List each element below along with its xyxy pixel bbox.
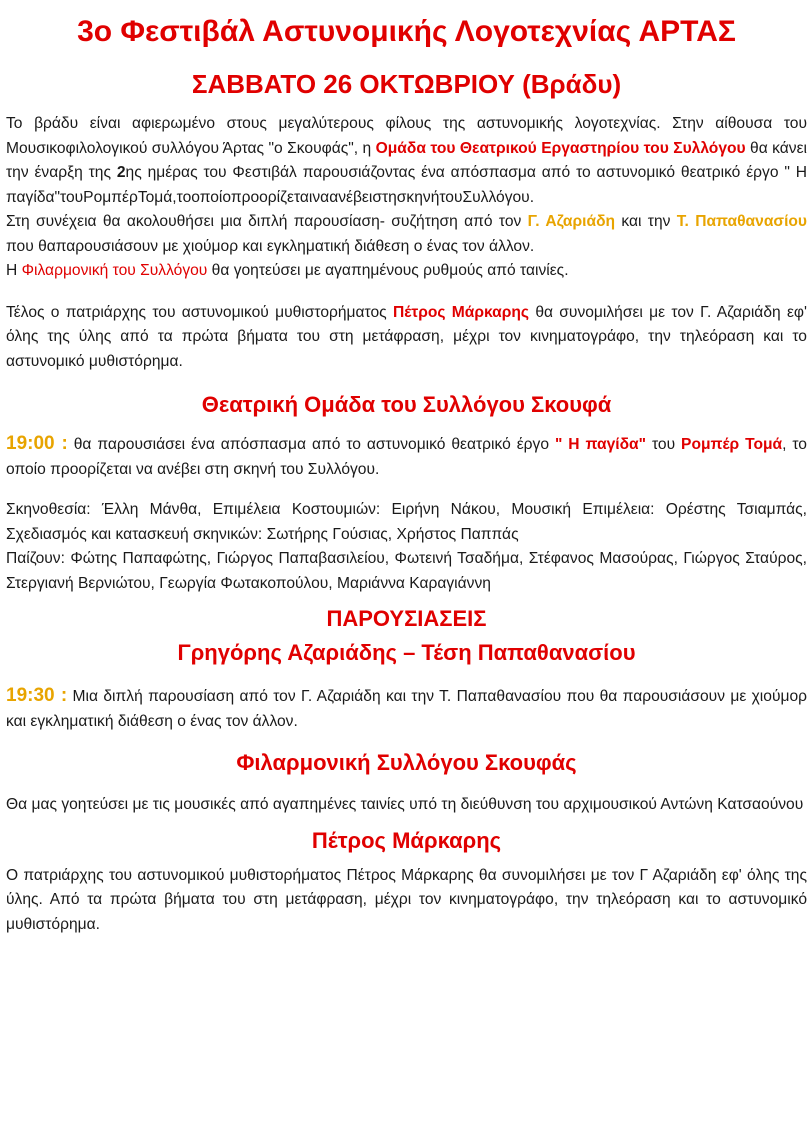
philharmonic-highlight: Φιλαρμονική του Συλλόγου [21, 262, 208, 279]
intro-text: θα κάνει την έναρξη της [6, 139, 807, 181]
theatre-text: του [646, 436, 682, 453]
time-label: 19:30 : [6, 685, 68, 706]
theatre-credits: Σκηνοθεσία: Έλλη Μάνθα, Επιμέλεια Κοστουμιών: Ειρήνη Νάκου, Μουσική Επιμέλεια: Ορέστης Τσιαμπάς, Σχεδιασμός και κατασκευή σκηνικών: Σωτήρης Γούσιας, Χρήστος Παππάς [6, 501, 807, 543]
presentations-time-paragraph [6, 684, 807, 734]
presentations-text: Μια διπλή παρουσίαση από τον Γ. Αζαριάδη και την Τ. Παπαθανασίου που θα παρουσιάσουν με χιούμορ και εγκληματική διάθεση ο ένας τον άλλον. [6, 688, 808, 730]
intro-text: και την [615, 213, 677, 230]
intro-text: που θαπαρουσιάσουν με χιούμορ και εγκληματική διάθεση ο ένας τον άλλον. [6, 237, 535, 255]
theatre-time-paragraph [6, 432, 807, 482]
intro-text: θα συνομιλήσει με τον Γ. Αζαριάδη εφ' όλης της ύλης από τα πρώτα βήματα του στη μετάφραση, μέχρι τον κινηματογράφο, την τηλεόραση και το αστυνομικό μυθιστόρημα. [6, 303, 807, 370]
theatre-section-heading: Θεατρική Ομάδα του Συλλόγου Σκουφά [201, 392, 612, 417]
presentations-heading: ΠΑΡΟΥΣΙΑΣΕΙΣ [326, 606, 487, 631]
presenter-papathanasiou-highlight: Τ. Παπαθανασίου [676, 213, 808, 230]
intro-paragraph-4 [6, 301, 807, 375]
markaris-highlight: Πέτρος Μάρκαρης [392, 303, 530, 321]
philharmonic-text: Θα μας γοητεύσει με τις μουσικές από αγαπημένες ταινίες υπό τη διεύθυνση του αρχιμουσικού Αντώνη Κατσαούνου [6, 796, 804, 813]
intro-paragraph-3 [6, 259, 807, 284]
presenter-azariadis-highlight: Γ. Αζαριάδη [527, 213, 616, 230]
theatre-troupe-highlight: Ομάδα του Θεατρικού Εργαστηρίου του Συλλόγου [375, 139, 746, 157]
play-author: Ρομπέρ Τομά [681, 436, 783, 453]
intro-text: ης ημέρας του Φεστιβάλ παρουσιάζοντας ένα απόσπασμα από το αστυνομικό θεατρικό έργο " Η παγίδα"τουΡομπέρΤομά,τοοποίοπροορίζεταιναανέβειστησκηνήτουΣυλλόγου. [6, 164, 807, 206]
intro-paragraph-2 [6, 210, 807, 259]
day-number: 2 [116, 164, 126, 181]
intro-text: θα γοητεύσει με αγαπημένους ρυθμούς από ταινίες. [207, 262, 569, 279]
philharmonic-heading: Φιλαρμονική Συλλόγου Σκουφάς [236, 750, 577, 775]
time-label: 19:00 : [6, 433, 68, 454]
theatre-text: θα παρουσιάσει ένα απόσπασμα από το αστυνομικό θεατρικό έργο [67, 436, 555, 453]
intro-paragraph-1 [6, 112, 807, 210]
intro-text: Στη συνέχεια θα ακολουθήσει μια διπλή παρουσίαση- συζήτηση από τον [6, 213, 528, 230]
markaris-text: Ο πατριάρχης του αστυνομικού μυθιστορήματος Πέτρος Μάρκαρης θα συνομιλήσει με τον Γ Αζαριάδη εφ' όλης της ύλης. Από τα πρώτα βήματα του στη μετάφραση, μέχρι τον κινηματογράφο, την τηλεόραση και το αστυνομικό μυθιστόρημα. [6, 866, 807, 933]
play-title: " Η παγίδα" [554, 436, 647, 453]
theatre-cast: Παίζουν: Φώτης Παπαφώτης, Γιώργος Παπαβασιλείου, Φωτεινή Τσαδήμα, Στέφανος Μασούρας, Γιώργος Σταύρος, Στεργιανή Βερνιώτου, Γεωργία Φωτακοπούλου, Μαριάννα Καραγιάννη [6, 550, 807, 592]
presentations-subheading: Γρηγόρης Αζαριάδης – Τέση Παπαθανασίου [177, 640, 636, 665]
event-date: ΣΑΒΒΑΤΟ 26 ΟΚΤΩΒΡΙΟΥ (Βράδυ) [191, 69, 622, 99]
intro-text: Το βράδυ είναι αφιερωμένο στους μεγαλύτερους φίλους της αστυνομικής λογοτεχνίας. Στην αίθουσα του Μουσικοφιλολογικού συλλόγου Άρτας "ο Σκουφάς", η [6, 115, 807, 157]
intro-text: Τέλος ο πατριάρχης του αστυνομικού μυθιστορήματος [6, 303, 393, 321]
markaris-heading: Πέτρος Μάρκαρης [311, 827, 502, 853]
theatre-text: , το οποίο προορίζεται να ανέβει στη σκηνή του Συλλόγου. [6, 436, 807, 478]
document-title: 3ο Φεστιβάλ Αστυνομικής Λογοτεχνίας ΑΡΤΑΣ [77, 15, 736, 48]
intro-text: Η [6, 262, 22, 279]
